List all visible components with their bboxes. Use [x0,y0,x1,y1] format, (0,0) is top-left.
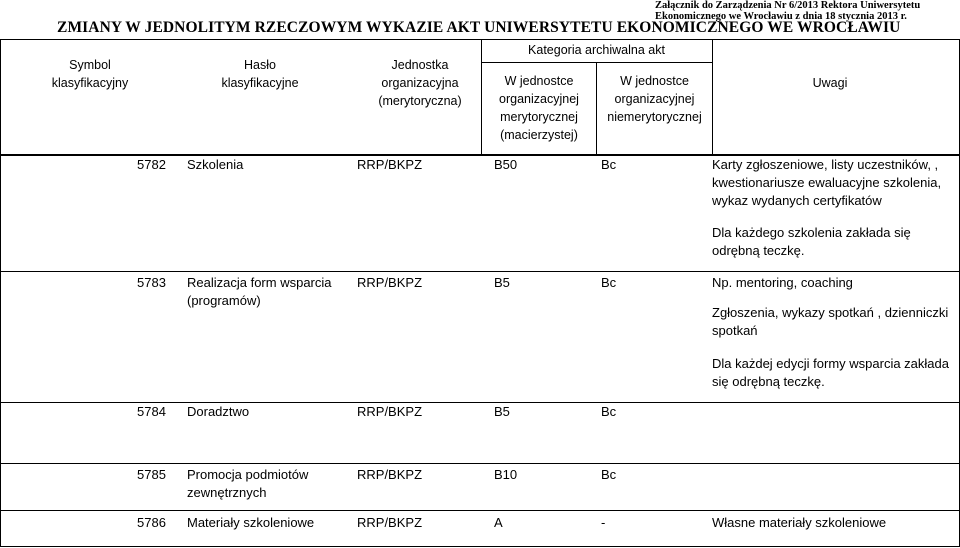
header-kat-merytoryczna [482,72,596,144]
header-kategoria: Kategoria archiwalna akt [528,43,665,57]
header-jednostka-line3: (merytoryczna) [378,94,462,108]
cell-haslo: Promocja podmiotów zewnętrznych [187,467,309,500]
cell-uwagi-1: Np. mentoring, coaching [712,275,853,290]
cell-haslo: Szkolenia [187,157,244,172]
cell-haslo: Doradztwo [187,404,250,419]
cell-jednostka: RRP/BKPZ [357,275,423,290]
header-haslo-line1: Hasło [244,58,276,72]
header-haslo-line2: klasyfikacyjne [221,76,299,90]
cell-symbol: 5786 [137,515,166,530]
header-kat-niemerytoryczna [597,72,712,126]
cell-kat-merytoryczna: B5 [494,404,510,419]
cell-haslo: Materiały szkoleniowe [187,515,315,530]
header-kat-niemerytoryczna-line3: niemerytorycznej [607,110,702,124]
cell-kat-niemerytoryczna: Bc [601,467,617,482]
table-bottom-border [0,546,960,547]
table-left-border [0,39,1,547]
cell-haslo: Realizacja form wsparcia (programów) [187,275,332,308]
header-symbol-line1: Symbol [69,58,111,72]
row-divider-4 [0,510,960,511]
header-symbol [40,56,140,92]
header-jednostka-line1: Jednostka [391,58,449,72]
header-symbol-line2: klasyfikacyjny [51,76,129,90]
cell-jednostka: RRP/BKPZ [357,467,423,482]
attachment-note-line2: Ekonomicznego we Wrocławiu z dnia 18 stycznia 2013 r. [655,11,907,22]
header-kat-merytoryczna-line3: merytorycznej [500,110,578,124]
cell-jednostka: RRP/BKPZ [357,404,423,419]
cell-kat-niemerytoryczna: Bc [601,275,617,290]
header-kat-merytoryczna-line4: (macierzystej) [500,128,578,142]
header-col-divider-3 [712,39,713,155]
row-divider-1 [0,271,960,272]
cell-uwagi-2: Zgłoszenia, wykazy spotkań , dzienniczki spotkań [712,305,949,338]
cell-kat-niemerytoryczna: - [601,515,606,530]
cell-kat-merytoryczna: B50 [494,157,518,172]
row-divider-3 [0,463,960,464]
cell-uwagi-3: Dla każdej edycji formy wsparcia zakłada się odrębną teczkę. [712,356,949,389]
cell-uwagi-1: Własne materiały szkoleniowe [712,515,887,530]
cell-symbol: 5782 [137,157,166,172]
header-kat-merytoryczna-line1: W jednostce [504,74,574,88]
header-uwagi: Uwagi [812,76,848,90]
header-kat-niemerytoryczna-line2: organizacyjnej [614,92,695,106]
cell-symbol: 5783 [137,275,166,290]
header-kat-niemerytoryczna-line1: W jednostce [620,74,689,88]
header-jednostka-line2: organizacyjna [381,76,459,90]
cell-uwagi-2: Dla każdego szkolenia zakłada się odrębną teczkę. [712,225,911,258]
document-title: ZMIANY W JEDNOLITYM RZECZOWYM WYKAZIE AKT UNIWERSYTETU EKONOMICZNEGO WE WROCŁAWIU [57,19,901,36]
cell-symbol: 5785 [137,467,166,482]
header-haslo [210,56,310,92]
cell-jednostka: RRP/BKPZ [357,157,423,172]
attachment-note-line1: Załącznik do Zarządzenia Nr 6/2013 Rektora Uniwersytetu [655,0,921,11]
cell-jednostka: RRP/BKPZ [357,515,423,530]
header-jednostka [365,56,475,110]
cell-symbol: 5784 [137,404,166,419]
cell-kat-niemerytoryczna: Bc [601,157,617,172]
table-top-border [0,39,960,40]
cell-uwagi-1: Karty zgłoszeniowe, listy uczestników, , kwestionariusze ewaluacyjne szkolenia, wykaz wydanych certyfikatów [712,157,942,208]
cell-kat-merytoryczna: B10 [494,467,518,482]
cell-kat-merytoryczna: B5 [494,275,510,290]
cell-kat-merytoryczna: A [494,515,503,530]
cell-kat-niemerytoryczna: Bc [601,404,617,419]
header-kat-merytoryczna-line2: organizacyjnej [499,92,579,106]
